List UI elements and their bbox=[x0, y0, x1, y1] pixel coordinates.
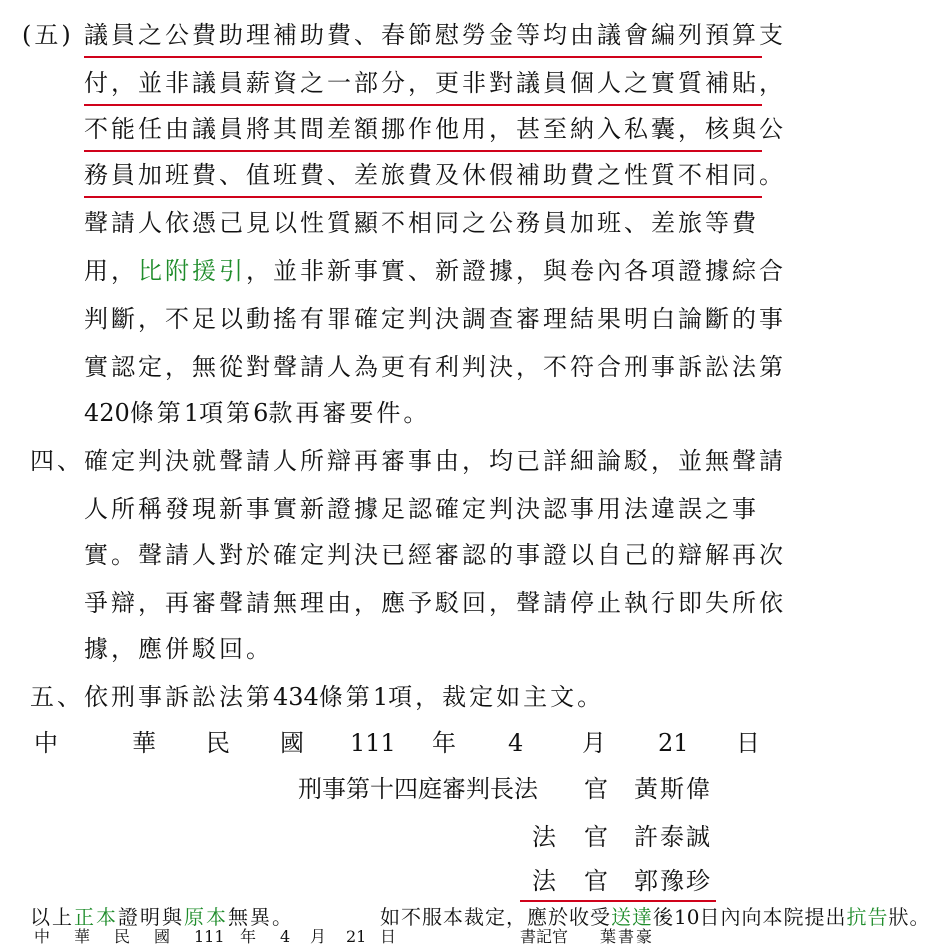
text-span: 如不服本裁定，應於收受 bbox=[380, 905, 611, 929]
appeal-line bbox=[380, 906, 930, 928]
date-char: 華 bbox=[132, 729, 156, 757]
date-char: 日 bbox=[380, 927, 397, 946]
date-char: 中 bbox=[34, 927, 51, 946]
text-line: 議員之公費助理補助費、春節慰勞金等均由議會編列預算支 bbox=[84, 21, 786, 49]
text-span: 款再審要件。 bbox=[268, 399, 431, 427]
red-underline bbox=[84, 150, 762, 152]
date-day: 21 bbox=[346, 927, 367, 946]
text-line: 務員加班費、值班費、差旅費及休假補助費之性質不相同。 bbox=[84, 161, 786, 189]
text-line: 據，應併駁回。 bbox=[84, 635, 273, 663]
clerk-name: 葉書豪 bbox=[600, 927, 655, 946]
text-line: 不能任由議員將其間差額挪作他用，甚至納入私囊，核與公 bbox=[84, 115, 786, 143]
text-span: 日內向本院提出 bbox=[699, 905, 847, 929]
text-span: 條第 bbox=[318, 683, 373, 711]
number: 1 bbox=[372, 683, 389, 711]
section-label: (五) bbox=[22, 21, 74, 49]
judge-title: 法 bbox=[532, 823, 556, 851]
text-span: 證明與 bbox=[118, 905, 184, 929]
text-line bbox=[84, 398, 430, 428]
text-span: 用， bbox=[84, 257, 138, 285]
highlight-green: 原本 bbox=[184, 905, 228, 929]
red-underline bbox=[84, 104, 762, 106]
date-char: 日 bbox=[736, 729, 760, 757]
certify-line bbox=[30, 906, 294, 928]
red-underline bbox=[84, 196, 762, 198]
number: 434 bbox=[273, 683, 319, 711]
date-year: 111 bbox=[350, 729, 396, 757]
text-line: 確定判決就聲請人所辯再審事由，均已詳細論駁，並無聲請 bbox=[84, 447, 786, 475]
date-char: 月 bbox=[582, 729, 606, 757]
judge-title: 官 bbox=[584, 867, 608, 895]
text-line: 實認定，無從對聲請人為更有利判決，不符合刑事訴訟法第 bbox=[84, 353, 786, 381]
highlight-green: 比附援引 bbox=[138, 257, 246, 285]
highlight-green: 送達 bbox=[611, 905, 653, 929]
date-year: 111 bbox=[194, 927, 225, 946]
text-span: ，並非新事實、新證據，與卷內各項證據綜合 bbox=[246, 257, 786, 285]
section-label: 五、 bbox=[30, 683, 84, 711]
date-char: 年 bbox=[240, 927, 257, 946]
red-underline bbox=[84, 56, 762, 58]
highlight-green: 正本 bbox=[74, 905, 118, 929]
date-char: 華 bbox=[74, 927, 91, 946]
number: 1 bbox=[183, 399, 200, 427]
date-char: 民 bbox=[206, 729, 230, 757]
number: 6 bbox=[253, 399, 269, 427]
text-line: 人所稱發現新事實新證據足認確定判決認事用法違誤之事 bbox=[84, 495, 759, 523]
judge-title: 法 bbox=[532, 867, 556, 895]
red-underline bbox=[520, 900, 716, 902]
text-line: 判斷，不足以動搖有罪確定判決調查審理結果明白論斷的事 bbox=[84, 305, 786, 333]
text-span: 狀。 bbox=[888, 905, 930, 929]
date-month: 4 bbox=[508, 729, 524, 757]
date-line bbox=[0, 928, 800, 946]
text-line: 實。聲請人對於確定判決已經審認的事證以自己的辯解再次 bbox=[84, 541, 786, 569]
text-span: 依刑事訴訟法第 bbox=[84, 683, 273, 711]
text-span: 以上 bbox=[30, 905, 74, 929]
text-line: 付，並非議員薪資之一部分，更非對議員個人之實質補貼， bbox=[84, 69, 786, 97]
text-line bbox=[84, 256, 786, 286]
date-char: 國 bbox=[154, 927, 171, 946]
clerk-title: 書記官 bbox=[520, 927, 569, 946]
date-char: 國 bbox=[280, 729, 304, 757]
date-day: 21 bbox=[658, 729, 689, 757]
date-char: 中 bbox=[34, 729, 58, 757]
judge-name: 許泰誠 bbox=[634, 823, 712, 851]
presiding-judge-name: 黃斯偉 bbox=[634, 775, 712, 803]
date-char: 月 bbox=[310, 927, 327, 946]
date-month: 4 bbox=[280, 927, 291, 946]
section-label: 四、 bbox=[30, 447, 84, 475]
highlight-green: 抗告 bbox=[846, 905, 889, 929]
judge-title: 官 bbox=[584, 823, 608, 851]
text-line: 聲請人依憑己見以性質顯不相同之公務員加班、差旅等費 bbox=[84, 209, 759, 237]
text-span: 條第 bbox=[129, 399, 184, 427]
court-label: 刑事第十四庭審判長法 bbox=[298, 775, 538, 803]
text-span: 項第 bbox=[199, 399, 254, 427]
number: 10 bbox=[674, 905, 700, 929]
date-char: 民 bbox=[114, 927, 131, 946]
text-line: 爭辯，再審聲請無理由，應予駁回，聲請停止執行即失所依 bbox=[84, 589, 786, 617]
number: 420 bbox=[84, 399, 130, 427]
text-span: 無異。 bbox=[228, 905, 294, 929]
date-char: 年 bbox=[432, 729, 456, 757]
text-line bbox=[84, 682, 604, 712]
text-span: 後 bbox=[653, 905, 674, 929]
judge-title: 官 bbox=[584, 775, 608, 803]
judge-name: 郭豫珍 bbox=[634, 867, 712, 895]
date-line bbox=[0, 728, 800, 758]
text-span: 項，裁定如主文。 bbox=[388, 683, 605, 711]
